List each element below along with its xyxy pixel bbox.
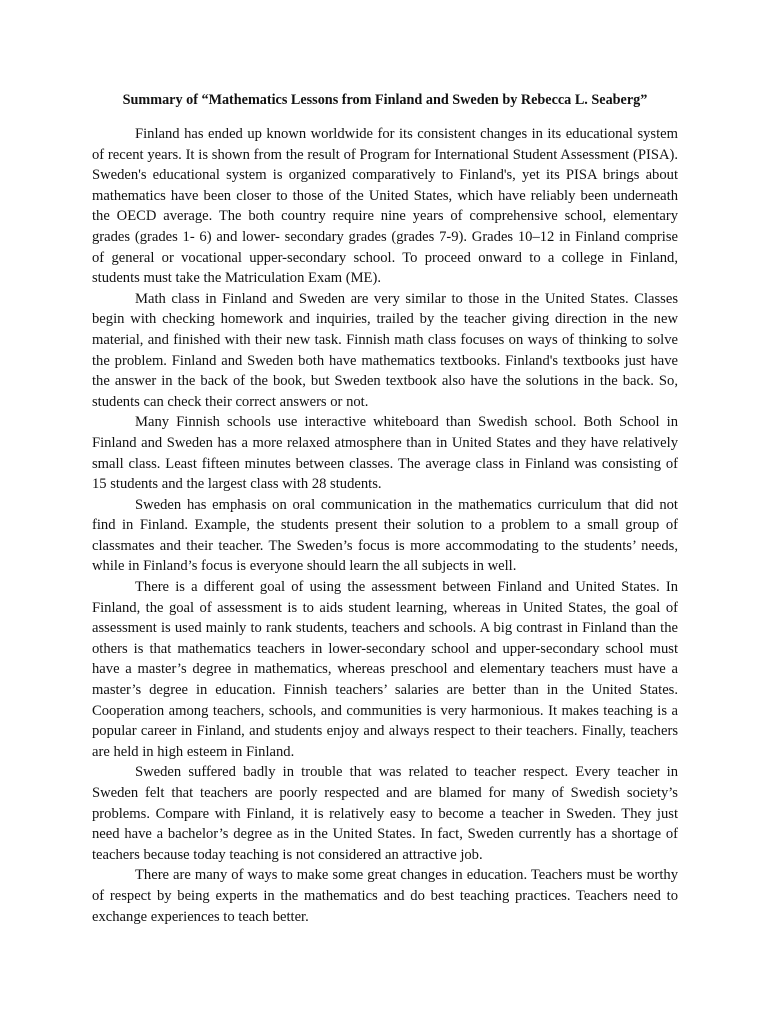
paragraph-oral-communication: Sweden has emphasis on oral communication in the mathematics curriculum that did not find in Finland. Example, the students present their solution to a problem to a small group of classmates and their teacher. The Sweden’s focus is more accommodating to the students’ needs, while in Finland’s focus is everyone should learn the all subjects in well.	[92, 496, 678, 575]
document-title: Summary of “Mathematics Lessons from Finland and Sweden by Rebecca L. Seaberg”	[122, 92, 648, 108]
paragraph-teacher-respect: Sweden suffered badly in trouble that was related to teacher respect. Every teacher in Sweden felt that teachers are poorly respected and are blamed for many of Swedish society’s problems. Compare with Finland, it is relatively easy to become a teacher in Sweden. They just need have a bachelor’s degree as in the United States. In fact, Sweden currently has a shortage of teachers because today teaching is not considered an attractive job.	[92, 764, 678, 863]
document-body	[92, 124, 678, 927]
paragraph-assessment: There is a different goal of using the assessment between Finland and United States. In Finland, the goal of assessment is to aids student learning, whereas in United States, the goal of assessment is used mainly to rank students, teachers and schools. A big contrast in Finland than the others is that mathematics teachers in lower-secondary school and upper-secondary school must have a master’s degree in mathematics, whereas preschool and elementary teachers must have a master’s degree in education. Finnish teachers’ salaries are better than in the United States. Cooperation among teachers, schools, and communities is very harmonious. It makes teaching is a popular career in Finland, and students enjoy and always respect to their teachers. Finally, teachers are held in high esteem in Finland.	[92, 579, 678, 760]
paragraph-finland-overview: Finland has ended up known worldwide for its consistent changes in its educational system of recent years. It is shown from the result of Program for International Student Assessment (PISA). Sweden's educational system is organized comparatively to Finland's, yet its PISA brings about mathematics have been closer to those of the United States, which have reliably been underneath the OECD average. The both country require nine years of comprehensive school, elementary grades (grades 1- 6) and lower- secondary grades (grades 7-9). Grades 10–12 in Finland comprise of general or vocational upper-secondary school. To proceed onward to a college in Finland, students must take the Matriculation Exam (ME).	[92, 126, 678, 287]
paragraph-whiteboards: Many Finnish schools use interactive whiteboard than Swedish school. Both School in Finland and Sweden has a more relaxed atmosphere than in United States and they have relatively small class. Least fifteen minutes between classes. The average class in Finland was consisting of 15 students and the largest class with 28 students.	[92, 414, 678, 493]
paragraph-math-class: Math class in Finland and Sweden are very similar to those in the United States. Classes begin with checking homework and inquiries, trailed by the teacher giving direction in the new material, and finished with their new task. Finnish math class focuses on ways of thinking to solve the problem. Finland and Sweden both have mathematics textbooks. Finland's textbooks just have the answer in the back of the book, but Sweden textbook also have the solutions in the back. So, students can check their correct answers or not.	[92, 290, 678, 410]
paragraph-conclusion: There are many of ways to make some great changes in education. Teachers must be worthy of respect by being experts in the mathematics and do best teaching practices. Teachers need to exchange experiences to teach better.	[92, 867, 678, 925]
